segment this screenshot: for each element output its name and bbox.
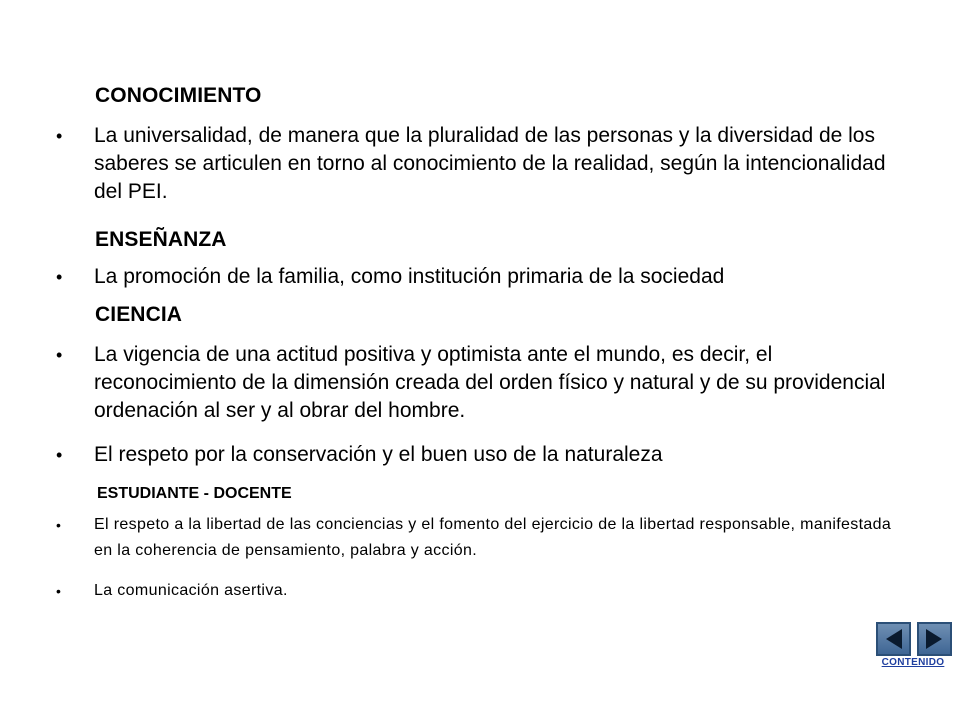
bullet-text: La universalidad, de manera que la pluralidad de las personas y la diversidad de los saberes se articulen en torno al conocimiento de la realidad, según la intencionalidad del PEI. [94,124,886,203]
bullet-item [56,263,906,291]
bullet-dot: • [56,267,63,287]
heading-ciencia: CIENCIA [95,303,183,326]
bullet-dot: • [56,126,63,146]
bullet-text: El respeto a la libertad de las conciencias y el fomento del ejercicio de la libertad responsable, manifestada en la coherencia de pensamiento, palabra y acción. [94,516,892,559]
bullet-dot: • [56,583,61,599]
triangle-left-icon [878,624,909,654]
navigation-controls [874,622,954,678]
triangle-right-icon [919,624,950,654]
contenido-link[interactable]: CONTENIDO [881,657,945,668]
bullet-text: El respeto por la conservación y el buen uso de la naturaleza [94,443,663,466]
bullet-item [56,578,906,604]
previous-slide-button[interactable] [876,622,911,656]
heading-ensenanza: ENSEÑANZA [95,228,227,251]
bullet-dot: • [56,445,63,465]
bullet-item [56,441,906,469]
heading-conocimiento: CONOCIMIENTO [95,84,262,107]
bullet-text: La comunicación asertiva. [94,582,288,599]
bullet-text: La promoción de la familia, como institución primaria de la sociedad [94,265,725,288]
bullet-dot: • [56,345,63,365]
bullet-item [56,341,906,425]
next-slide-button[interactable] [917,622,952,656]
bullet-text: La vigencia de una actitud positiva y optimista ante el mundo, es decir, el reconocimiento de la dimensión creada del orden físico y natural y de su providencial ordenación al ser y al obrar del hombre. [94,343,886,422]
bullet-item [56,122,906,206]
heading-estudiante-docente: ESTUDIANTE - DOCENTE [97,485,292,502]
bullet-dot: • [56,517,61,533]
bullet-item [56,512,906,564]
